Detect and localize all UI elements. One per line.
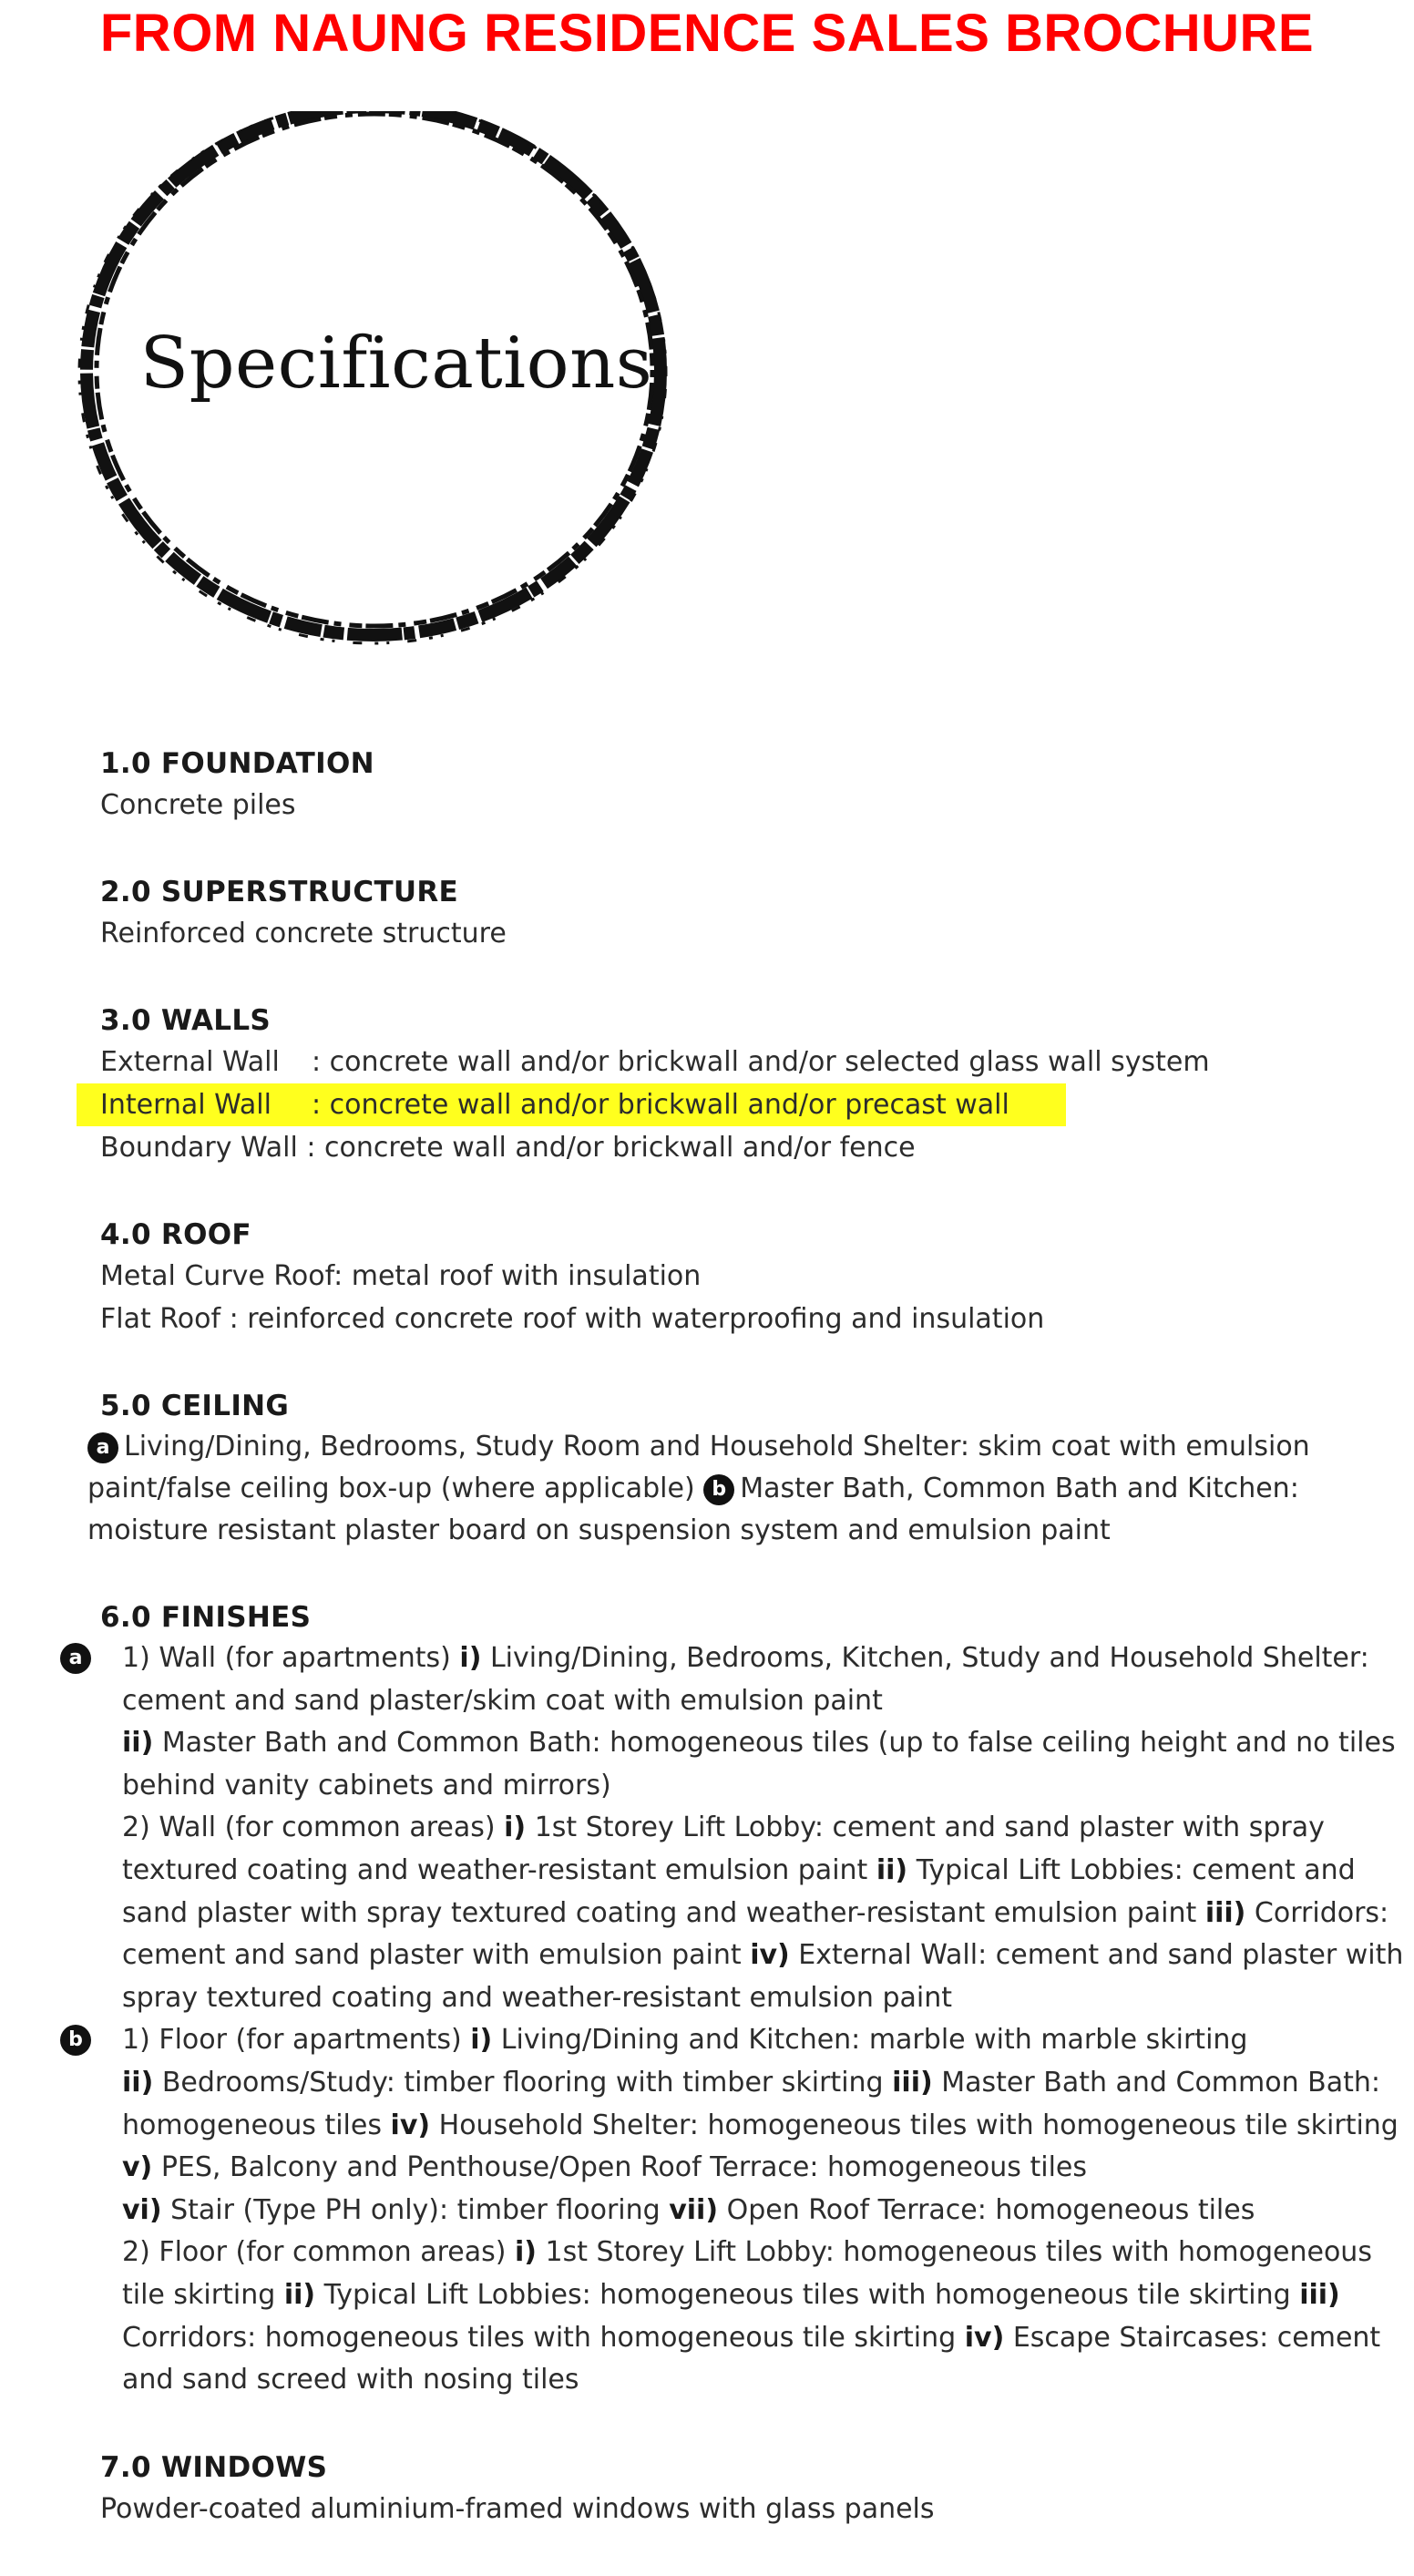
item-numeral: ii): [876, 1853, 908, 1886]
section-foundation: [100, 744, 1376, 826]
section-heading: 6.0 FINISHES: [100, 1601, 312, 1634]
finish-item: Household Shelter: homogeneous tiles with homogeneous tile skirting: [438, 2109, 1399, 2141]
badge-a: a: [87, 1432, 118, 1463]
boundary-wall-line: Boundary Wall : concrete wall and/or brickwall and/or fence: [100, 1132, 916, 1164]
finishes-floor-group: [68, 2019, 1407, 2401]
finish-heading: 2) Floor (for common areas): [122, 2236, 507, 2269]
wall-value: : concrete wall and/or brickwall and/or precast wall: [312, 1089, 1009, 1121]
finish-item: Corridors: cement and sand plaster with emulsion paint: [122, 1896, 1389, 1972]
external-wall-line: [100, 1041, 1376, 1083]
section-walls: [100, 1001, 1376, 1169]
finish-item: Escape Staircases: cement and sand screed with nosing tiles: [122, 2321, 1381, 2396]
badge-b: b: [60, 2025, 91, 2056]
wall-value: : concrete wall and/or brickwall and/or selected glass wall system: [312, 1046, 1210, 1078]
item-numeral: i): [514, 2236, 537, 2269]
badge-b: b: [703, 1474, 734, 1505]
section-ceiling: [87, 1386, 1376, 1552]
section-heading: 3.0 WALLS: [100, 1004, 272, 1037]
finish-item: Typical Lift Lobbies: cement and sand plaster with spray textured coating and weather-resistant emulsion paint: [122, 1853, 1356, 1929]
section-windows: [100, 2448, 1376, 2530]
finish-item: Typical Lift Lobbies: homogeneous tiles with homogeneous tile skirting: [323, 2278, 1291, 2311]
item-numeral: ii): [122, 1727, 154, 1760]
finish-item: Master Bath and Common Bath: homogeneous tiles (up to false ceiling height and no tiles behind vanity cabinets and mirrors): [122, 1727, 1396, 1801]
section-heading: 4.0 ROOF: [100, 1218, 251, 1251]
finish-item: Stair (Type PH only): timber flooring: [170, 2193, 661, 2226]
specifications-seal: [73, 111, 683, 676]
section-text: Reinforced concrete structure: [100, 918, 507, 949]
section-heading: 1.0 FOUNDATION: [100, 747, 374, 780]
finishes-text-a: [122, 1637, 1407, 2019]
item-numeral: vi): [122, 2193, 162, 2226]
section-roof: [100, 1215, 1376, 1340]
section-text: Concrete piles: [100, 789, 296, 821]
item-numeral: vii): [669, 2193, 719, 2226]
internal-wall-line-highlighted: [77, 1083, 1066, 1126]
section-heading: 7.0 WINDOWS: [100, 2450, 328, 2484]
ceiling-item-b: Master Bath, Common Bath and Kitchen: moisture resistant plaster board on suspension system and emulsion paint: [87, 1473, 1299, 1546]
finish-item: PES, Balcony and Penthouse/Open Roof Terrace: homogeneous tiles: [160, 2151, 1087, 2184]
finish-item: Master Bath and Common Bath: homogeneous tiles: [122, 2066, 1380, 2141]
finish-item: 1st Storey Lift Lobby: cement and sand plaster with spray textured coating and weather-resistant emulsion paint: [122, 1811, 1325, 1886]
finish-item: Open Roof Terrace: homogeneous tiles: [726, 2193, 1255, 2226]
brochure-banner: FROM NAUNG RESIDENCE SALES BROCHURE: [99, 4, 1315, 63]
finish-heading: 1) Floor (for apartments): [122, 2024, 462, 2057]
item-numeral: iii): [1204, 1896, 1246, 1929]
item-numeral: i): [459, 1642, 482, 1674]
finish-heading: 1) Wall (for apartments): [122, 1642, 451, 1674]
badge-a: a: [60, 1643, 91, 1674]
finish-heading: 2) Wall (for common areas): [122, 1811, 496, 1844]
item-numeral: i): [470, 2024, 493, 2057]
section-finishes: [68, 1597, 1404, 2402]
seal-title: Specifications: [139, 323, 653, 405]
wall-label: Internal Wall: [100, 1089, 272, 1121]
finish-item: External Wall: cement and sand plaster with spray textured coating and weather-resistant emulsion paint: [122, 1939, 1404, 2014]
section-heading: 5.0 CEILING: [100, 1390, 290, 1422]
finishes-wall-group: [68, 1637, 1407, 2019]
finish-item: Living/Dining, Bedrooms, Kitchen, Study and Household Shelter: cement and sand plaster/skim coat with emulsion paint: [122, 1642, 1369, 1717]
item-numeral: iv): [964, 2321, 1005, 2354]
item-numeral: iii): [1299, 2278, 1340, 2311]
item-numeral: iii): [892, 2066, 933, 2099]
roof-line: Metal Curve Roof: metal roof with insulation: [100, 1260, 702, 1292]
item-numeral: iv): [750, 1939, 790, 1972]
finishes-text-b: [122, 2019, 1407, 2401]
finish-item: Bedrooms/Study: timber flooring with timber skirting: [161, 2066, 884, 2099]
roof-line: Flat Roof : reinforced concrete roof with waterproofing and insulation: [100, 1303, 1045, 1335]
section-heading: 2.0 SUPERSTRUCTURE: [100, 876, 459, 908]
finish-item: 1st Storey Lift Lobby: homogeneous tiles with homogeneous tile skirting: [122, 2236, 1372, 2311]
section-text: Powder-coated aluminium-framed windows with glass panels: [100, 2492, 935, 2525]
item-numeral: i): [504, 1811, 527, 1844]
item-numeral: v): [122, 2151, 153, 2184]
ceiling-text: [87, 1426, 1354, 1552]
ceiling-item-a: Living/Dining, Bedrooms, Study Room and Household Shelter: skim coat with emulsion paint/false ceiling box-up (where applicable): [87, 1431, 1310, 1504]
wall-label: External Wall: [100, 1046, 280, 1078]
finish-item: Corridors: homogeneous tiles with homogeneous tile skirting: [122, 2321, 957, 2354]
finish-item: Living/Dining and Kitchen: marble with marble skirting: [500, 2024, 1248, 2057]
section-superstructure: [100, 872, 1376, 955]
specifications-content: [68, 744, 1404, 2576]
item-numeral: ii): [122, 2066, 154, 2099]
item-numeral: ii): [283, 2278, 316, 2311]
item-numeral: iv): [390, 2109, 431, 2141]
